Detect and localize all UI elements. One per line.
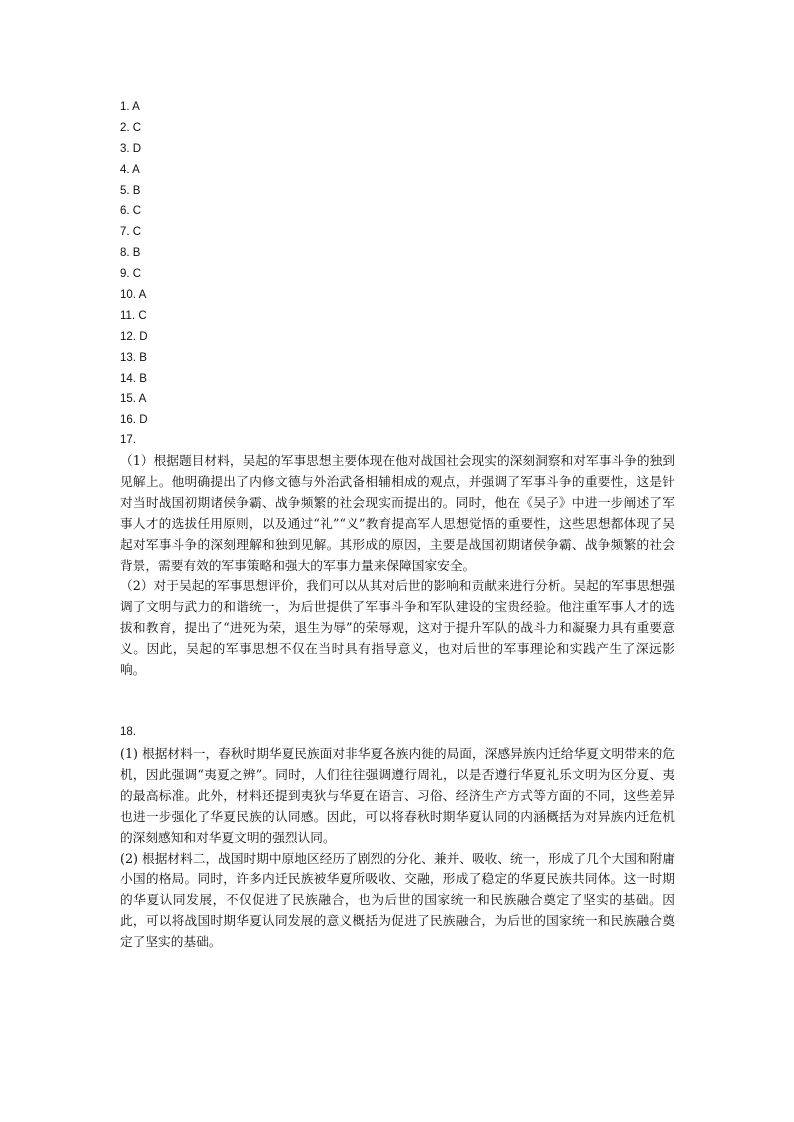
answer-item [120,222,320,243]
answer-choice: C [132,121,142,134]
answer-choice: C [132,205,142,218]
answer-number: 10. [120,289,136,302]
answer-number: 11. [120,309,136,322]
answer-choice: A [132,101,140,113]
question-18-part-2: (2) 根据材料二，战国时期中原地区经历了剧烈的分化、兼并、吸收、统一，形成了几个大国和附庸小国的格局。同时，许多内迁民族被华夏所吸收、交融，形成了稳定的华夏民族共同体。这一时期的华夏认同发展，不仅促进了民族融合，也为后世的国家统一和民族融合奠定了坚实的基础。因此，可以将战国时期华夏认同发展的意义概括为促进了民族融合，为后世的国家统一和民族融合奠定了坚实的基础。 [120,850,675,950]
answer-item [120,181,320,202]
question-17-answer [120,451,675,681]
answer-item [120,306,320,327]
answer-item [120,285,320,306]
question-18-part-1: (1) 根据材料一，春秋时期华夏民族面对非华夏各族内徙的局面，深感异族内迁给华夏文明带来的危机，因此强调“夷夏之辨”。同时，人们往往强调遵行周礼，以是否遵行华夏礼乐文明为区分夏、夷的最高标准。此外，材料还提到夷狄与华夏在语言、习俗、经济生产方式等方面的不同，这些差异也进一步强化了华夏民族的认同感。因此，可以将春秋时期华夏认同的内涵概括为对异族内迁危机的深刻感知和对华夏文明的强烈认同。 [120,746,675,845]
answer-item [120,348,320,369]
answer-choice: C [132,268,142,281]
answer-number: 4. [120,163,130,176]
answer-item [120,327,320,348]
question-17-part-1: （1）根据题目材料，吴起的军事思想主要体现在他对战国社会现实的深刻洞察和对军事斗争的独到见解上。他明确提出了内修文德与外治武备相辅相成的观点，并强调了军事斗争的重要性，这是针对当时战国初期诸侯争霸、战争频繁的社会现实而提出的。同时，他在《吴子》中进一步阐述了军事人才的选拔任用原则，以及通过“礼”“义”教育提高军人思想觉悟的重要性，这些思想都体现了吴起对军事斗争的深刻理解和独到见解。其形成的原因，主要是战国初期诸侯争霸、战争频繁的社会背景，需要有效的军事策略和强大的军事力量来保障国家安全。 [120,453,675,573]
answer-list [120,97,320,431]
answer-choice: B [139,372,147,385]
answer-choice: C [132,226,142,239]
question-17-number: 17. [120,434,136,446]
answer-choice: A [132,163,140,176]
answer-number: 1. [120,101,130,113]
answer-item [120,389,320,410]
answer-choice: D [139,330,148,343]
answer-item [120,160,320,181]
answer-number: 2. [120,121,130,134]
answer-number: 3. [120,142,130,155]
answer-number: 15. [120,393,136,406]
answer-number: 12. [120,330,136,343]
question-17-part-2: （2）对于吴起的军事思想评价，我们可以从其对后世的影响和贡献来进行分析。吴起的军事思想强调了文明与武力的和谐统一，为后世提供了军事斗争和军队建设的宝贵经验。他注重军事人才的选拔和教育，提出了“进死为荣，退生为辱”的荣辱观，这对于提升军队的战斗力和凝聚力具有重要意义。因此，吴起的军事思想不仅在当时具有指导意义，也对后世的军事理论和实践产生了深远影响。 [120,578,675,678]
answer-item [120,410,320,431]
answer-item [120,118,320,139]
answer-item [120,201,320,222]
answer-number: 9. [120,268,130,281]
answer-choice: A [138,289,147,302]
question-18-number: 18. [120,726,136,738]
answer-item [120,139,320,160]
answer-number: 14. [120,372,136,385]
answer-number: 7. [120,226,130,239]
answer-number: 5. [120,184,130,197]
answer-number: 16. [120,414,136,427]
answer-item [120,264,320,285]
question-18-answer [120,744,675,953]
answer-item [120,97,320,118]
answer-item [120,243,320,264]
answer-choice: B [139,351,147,364]
answer-item [120,369,320,390]
answer-choice: A [138,393,147,406]
answer-number: 8. [120,247,130,260]
answer-number: 13. [120,351,136,364]
answer-choice: B [132,184,141,197]
answer-choice: D [132,142,142,155]
answer-choice: B [132,247,141,260]
answer-choice: D [139,414,148,427]
answer-choice: C [138,309,147,322]
answer-number: 6. [120,205,130,218]
